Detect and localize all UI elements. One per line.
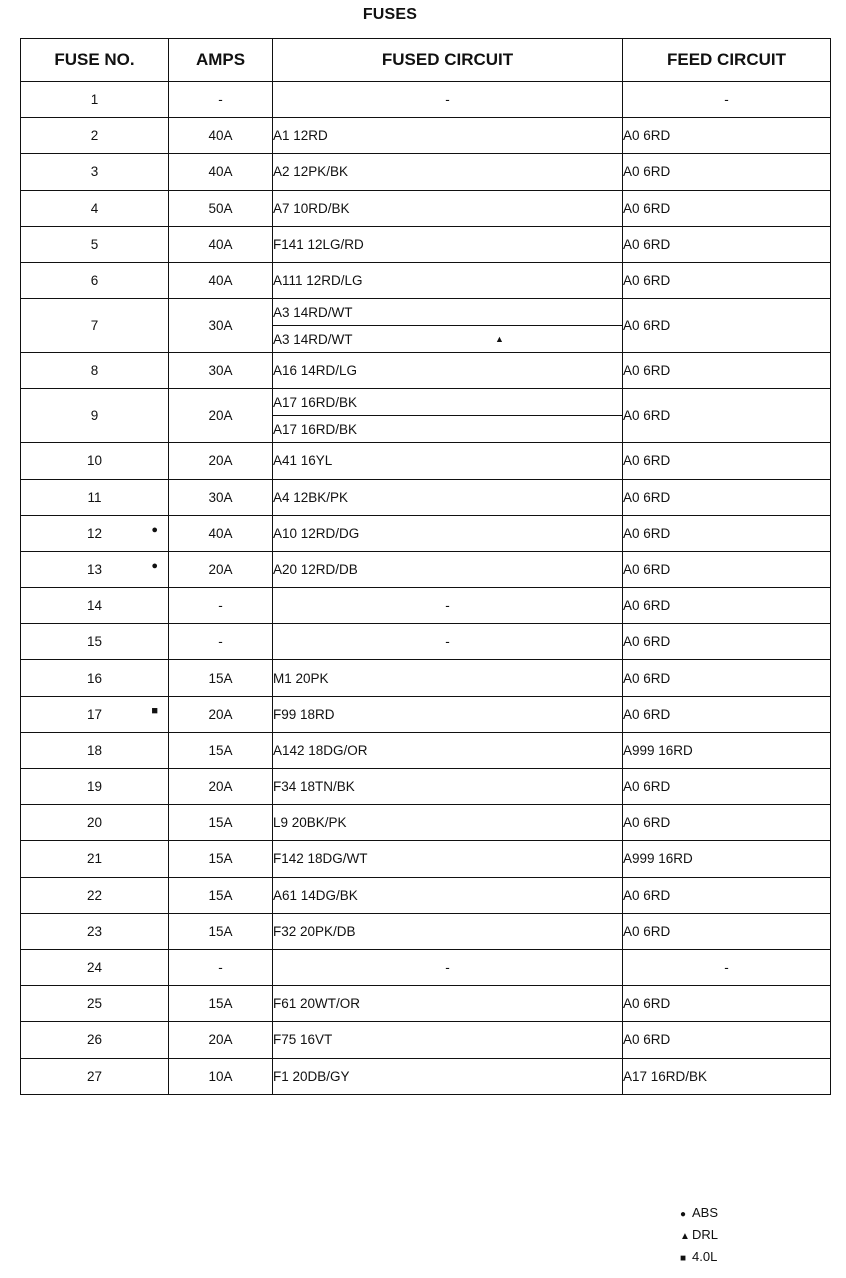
fused-circuit-cell	[273, 949, 623, 985]
amps-cell: 10A	[169, 1058, 273, 1094]
amps-cell: 15A	[169, 660, 273, 696]
fuse-number: 12	[86, 525, 103, 541]
fuse-number-cell	[21, 479, 169, 515]
table-row	[21, 913, 831, 949]
feed-circuit-cell: A0 6RD	[623, 986, 831, 1022]
fuse-number: 20	[86, 815, 103, 831]
legend-item	[680, 1203, 718, 1225]
amps-cell: 15A	[169, 805, 273, 841]
fuse-number-cell	[21, 353, 169, 389]
fuse-number: 8	[90, 363, 99, 379]
fuse-number: 10	[86, 453, 103, 469]
fuse-number: 21	[86, 851, 103, 867]
triangle-icon: ▲	[680, 1231, 690, 1242]
feed-circuit-cell: A0 6RD	[623, 443, 831, 479]
fuse-number: 2	[90, 128, 99, 144]
fused-circuit: A20 12RD/DB	[273, 561, 358, 577]
fused-circuit-cell	[273, 732, 623, 768]
fuse-number-cell	[21, 732, 169, 768]
fused-circuit: F142 18DG/WT	[273, 851, 368, 867]
feed-circuit-cell: -	[623, 949, 831, 985]
fused-circuit-cell	[273, 877, 623, 913]
triangle-icon: ▲	[495, 334, 504, 345]
amps-cell: -	[169, 624, 273, 660]
fuse-number-cell	[21, 913, 169, 949]
fused-circuit: F99 18RD	[273, 706, 335, 722]
fused-circuit-cell	[273, 226, 623, 262]
fused-circuit: A2 12PK/BK	[273, 164, 349, 180]
fused-circuit: A111 12RD/LG	[273, 273, 363, 289]
fused-circuit-cell	[273, 913, 623, 949]
fuse-table	[20, 38, 831, 1095]
fuse-number-cell	[21, 262, 169, 298]
fuse-number: 19	[86, 779, 103, 795]
fused-circuit: F34 18TN/BK	[273, 779, 355, 795]
fuse-number: 18	[86, 742, 103, 758]
square-icon: ■	[680, 1253, 687, 1264]
fused-circuit-cell	[273, 1058, 623, 1094]
fuse-number-cell	[21, 190, 169, 226]
fused-circuit: A17 16RD/BK	[273, 394, 358, 410]
amps-cell: 15A	[169, 841, 273, 877]
amps-cell: 40A	[169, 226, 273, 262]
fused-circuit: -	[445, 634, 450, 650]
header-fuse-no: FUSE NO.	[21, 39, 169, 82]
fuse-table-body	[21, 82, 831, 1095]
amps-cell: 40A	[169, 118, 273, 154]
fused-circuit-cell	[273, 588, 623, 624]
fused-circuit-cell	[273, 262, 623, 298]
amps-cell: 20A	[169, 696, 273, 732]
fuse-number: 17	[86, 706, 103, 722]
amps-cell: 15A	[169, 877, 273, 913]
table-row	[21, 262, 831, 298]
amps-cell: 20A	[169, 443, 273, 479]
fuse-number: 11	[87, 489, 102, 505]
legend	[680, 1203, 718, 1269]
fused-circuit-cell	[273, 82, 623, 118]
feed-circuit-cell: A0 6RD	[623, 805, 831, 841]
fuse-number: 26	[86, 1032, 103, 1048]
fused-circuit: F75 16VT	[273, 1032, 333, 1048]
feed-circuit-cell: A0 6RD	[623, 551, 831, 587]
legend-item	[680, 1225, 718, 1247]
fused-circuit-cell	[273, 551, 623, 587]
feed-circuit-cell: A0 6RD	[623, 226, 831, 262]
fused-circuit-cell	[273, 190, 623, 226]
fuse-number-cell	[21, 805, 169, 841]
fused-circuit: A3 14RD/WT	[273, 304, 353, 320]
fused-circuit: -	[445, 598, 450, 614]
fuse-number-cell	[21, 841, 169, 877]
fused-circuit: A16 14RD/LG	[273, 363, 358, 379]
fuse-number-cell	[21, 551, 169, 587]
table-row	[21, 769, 831, 805]
fused-circuit-cell	[273, 624, 623, 660]
fused-circuit-cell	[273, 769, 623, 805]
feed-circuit-cell: A0 6RD	[623, 154, 831, 190]
amps-cell: 15A	[169, 986, 273, 1022]
fuse-number-cell	[21, 82, 169, 118]
fused-circuit: A3 14RD/WT	[273, 331, 353, 347]
fused-circuit-cell	[273, 696, 623, 732]
fused-circuit: L9 20BK/PK	[273, 815, 347, 831]
fused-circuit-cell	[273, 443, 623, 479]
fuse-number-cell	[21, 624, 169, 660]
fused-circuit-cell	[273, 479, 623, 515]
fused-circuit-cell	[273, 416, 623, 443]
table-row	[21, 226, 831, 262]
feed-circuit-cell: A0 6RD	[623, 660, 831, 696]
fused-circuit-cell	[273, 515, 623, 551]
table-row	[21, 479, 831, 515]
feed-circuit-cell: -	[623, 82, 831, 118]
amps-cell: -	[169, 588, 273, 624]
amps-cell: 20A	[169, 1022, 273, 1058]
header-feed-circuit: FEED CIRCUIT	[623, 39, 831, 82]
fused-circuit: -	[445, 92, 450, 108]
fuse-number-cell	[21, 515, 169, 551]
fuse-number-cell	[21, 154, 169, 190]
amps-cell: 20A	[169, 769, 273, 805]
fused-circuit-cell	[273, 660, 623, 696]
feed-circuit-cell: A0 6RD	[623, 389, 831, 443]
table-row	[21, 949, 831, 985]
fuse-number: 7	[90, 318, 99, 334]
fuse-number-cell	[21, 226, 169, 262]
legend-label: 4.0L	[692, 1249, 718, 1264]
table-row	[21, 154, 831, 190]
table-row	[21, 696, 831, 732]
circle-icon: ●	[680, 1209, 687, 1220]
fuse-number: 15	[86, 634, 103, 650]
fuse-number-cell	[21, 1022, 169, 1058]
amps-cell: 50A	[169, 190, 273, 226]
fused-circuit: A7 10RD/BK	[273, 200, 350, 216]
fuse-number-cell	[21, 118, 169, 154]
amps-cell: -	[169, 949, 273, 985]
fused-circuit: A17 16RD/BK	[273, 421, 358, 437]
fuse-number: 5	[90, 236, 99, 252]
fuse-number: 14	[86, 598, 103, 614]
feed-circuit-cell: A0 6RD	[623, 877, 831, 913]
table-row	[21, 551, 831, 587]
fused-circuit-cell	[273, 841, 623, 877]
fuse-number: 1	[90, 92, 99, 108]
feed-circuit-cell: A0 6RD	[623, 624, 831, 660]
feed-circuit-cell: A0 6RD	[623, 696, 831, 732]
fused-circuit: A1 12RD	[273, 128, 328, 144]
fuse-number: 22	[86, 887, 103, 903]
feed-circuit-cell: A0 6RD	[623, 1022, 831, 1058]
feed-circuit-cell: A0 6RD	[623, 118, 831, 154]
table-row	[21, 353, 831, 389]
fuse-number: 23	[86, 923, 103, 939]
fused-circuit-cell	[273, 1022, 623, 1058]
table-row	[21, 660, 831, 696]
table-row	[21, 1058, 831, 1094]
circle-icon: ●	[151, 559, 158, 572]
feed-circuit-cell: A0 6RD	[623, 299, 831, 353]
table-row	[21, 732, 831, 768]
header-amps: AMPS	[169, 39, 273, 82]
fuse-number-cell	[21, 1058, 169, 1094]
fuse-number: 25	[86, 996, 103, 1012]
fuse-number-cell	[21, 986, 169, 1022]
fuse-number-cell	[21, 696, 169, 732]
fused-circuit: A10 12RD/DG	[273, 525, 360, 541]
page-title: FUSES	[362, 6, 418, 23]
legend-label: DRL	[692, 1227, 719, 1242]
amps-cell: 40A	[169, 262, 273, 298]
amps-cell: -	[169, 82, 273, 118]
feed-circuit-cell: A0 6RD	[623, 769, 831, 805]
feed-circuit-cell: A0 6RD	[623, 353, 831, 389]
fused-circuit: F1 20DB/GY	[273, 1068, 350, 1084]
legend-label: ABS	[692, 1205, 719, 1220]
feed-circuit-cell: A999 16RD	[623, 841, 831, 877]
table-row	[21, 877, 831, 913]
feed-circuit-cell: A0 6RD	[623, 913, 831, 949]
table-row	[21, 1022, 831, 1058]
feed-circuit-cell: A0 6RD	[623, 190, 831, 226]
table-row	[21, 805, 831, 841]
amps-cell: 20A	[169, 551, 273, 587]
fuse-number-cell	[21, 443, 169, 479]
table-row	[21, 299, 831, 326]
feed-circuit-cell: A0 6RD	[623, 588, 831, 624]
feed-circuit-cell: A999 16RD	[623, 732, 831, 768]
fused-circuit-cell	[273, 353, 623, 389]
fused-circuit: M1 20PK	[273, 670, 329, 686]
fused-circuit: -	[445, 960, 450, 976]
amps-cell: 20A	[169, 389, 273, 443]
fuse-number: 9	[90, 408, 99, 424]
fuse-number: 16	[86, 670, 103, 686]
fuse-number-cell	[21, 299, 169, 353]
fuse-number-cell	[21, 877, 169, 913]
table-row	[21, 624, 831, 660]
amps-cell: 30A	[169, 299, 273, 353]
fuse-number-cell	[21, 769, 169, 805]
table-row	[21, 515, 831, 551]
fuse-number: 3	[90, 164, 99, 180]
feed-circuit-cell: A0 6RD	[623, 262, 831, 298]
fused-circuit: F141 12LG/RD	[273, 236, 364, 252]
square-icon: ■	[151, 704, 158, 717]
fuse-number-cell	[21, 949, 169, 985]
amps-cell: 30A	[169, 353, 273, 389]
amps-cell: 15A	[169, 913, 273, 949]
feed-circuit-cell: A17 16RD/BK	[623, 1058, 831, 1094]
fused-circuit: A41 16YL	[273, 453, 333, 469]
table-row	[21, 190, 831, 226]
fused-circuit-cell	[273, 986, 623, 1022]
circle-icon: ●	[151, 523, 158, 536]
fused-circuit-cell	[273, 326, 623, 353]
fused-circuit: A61 14DG/BK	[273, 887, 358, 903]
fused-circuit: F61 20WT/OR	[273, 996, 361, 1012]
fused-circuit-cell	[273, 389, 623, 416]
fused-circuit: F32 20PK/DB	[273, 923, 356, 939]
amps-cell: 15A	[169, 732, 273, 768]
fused-circuit: A4 12BK/PK	[273, 489, 349, 505]
legend-item	[680, 1247, 718, 1269]
header-fused-circuit: FUSED CIRCUIT	[273, 39, 623, 82]
fuse-number-cell	[21, 389, 169, 443]
fused-circuit-cell	[273, 118, 623, 154]
fused-circuit: A142 18DG/OR	[273, 742, 368, 758]
fuse-number: 6	[90, 273, 99, 289]
fused-circuit-cell	[273, 299, 623, 326]
fuse-number: 13	[86, 561, 103, 577]
table-row	[21, 118, 831, 154]
table-row	[21, 389, 831, 416]
header-row	[21, 39, 831, 82]
fuse-number: 24	[86, 960, 103, 976]
amps-cell: 40A	[169, 515, 273, 551]
fuse-number-cell	[21, 588, 169, 624]
fuse-number-cell	[21, 660, 169, 696]
fuse-number: 27	[86, 1068, 103, 1084]
table-row	[21, 588, 831, 624]
amps-cell: 30A	[169, 479, 273, 515]
feed-circuit-cell: A0 6RD	[623, 515, 831, 551]
fused-circuit-cell	[273, 805, 623, 841]
table-row	[21, 443, 831, 479]
table-row	[21, 82, 831, 118]
feed-circuit-cell: A0 6RD	[623, 479, 831, 515]
table-row	[21, 986, 831, 1022]
table-row	[21, 841, 831, 877]
amps-cell: 40A	[169, 154, 273, 190]
fused-circuit-cell	[273, 154, 623, 190]
fuse-number: 4	[90, 200, 99, 216]
